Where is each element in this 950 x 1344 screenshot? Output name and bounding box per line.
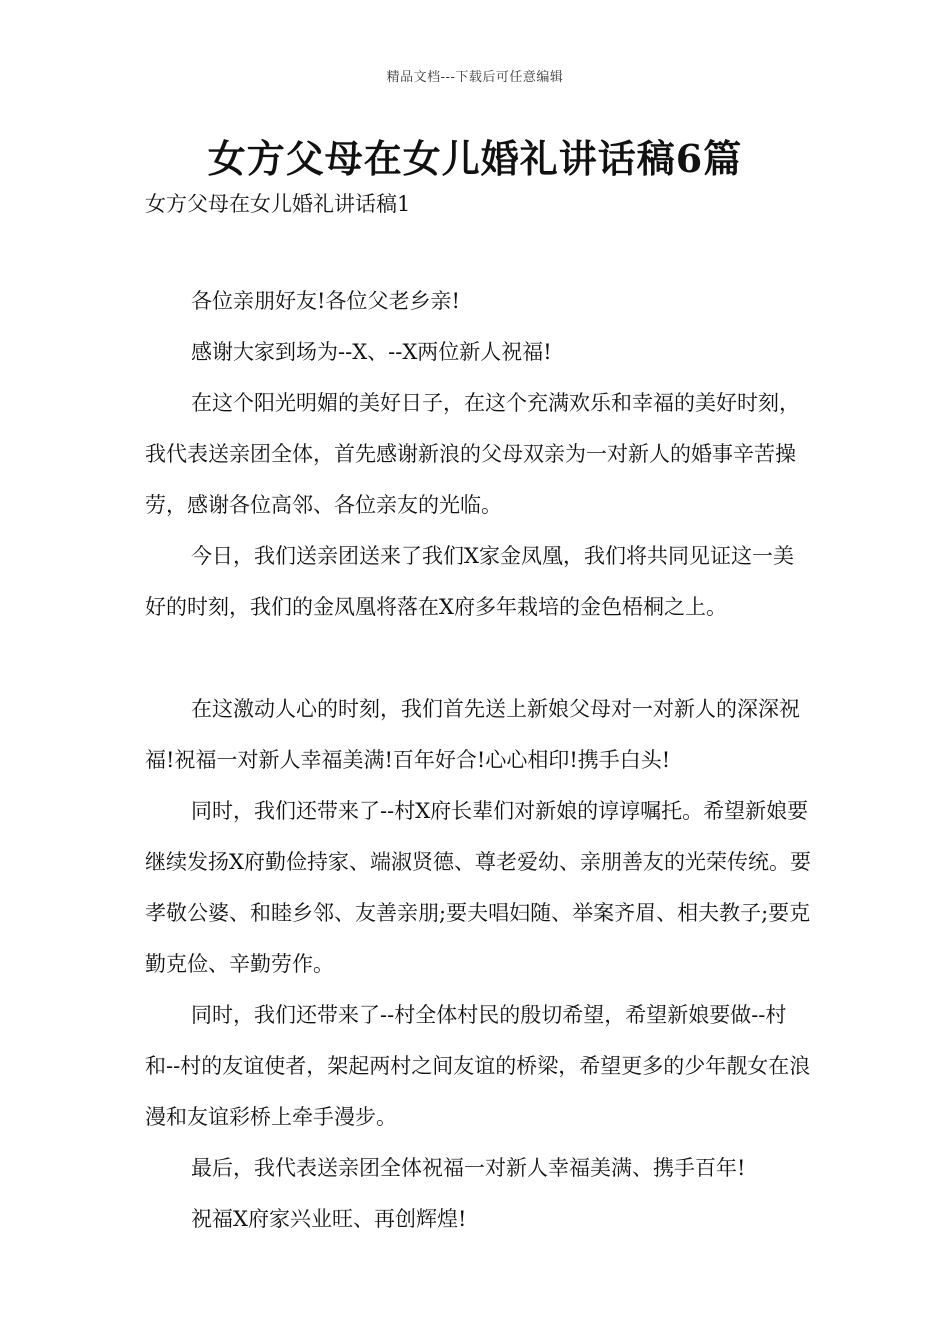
paragraph: 最后，我代表送亲团全体祝福一对新人幸福美满、携手百年! xyxy=(191,1156,746,1180)
document-body xyxy=(145,276,813,1245)
paragraph: 同时，我们还带来了--村全体村民的殷切希望，希望新娘要做--村和--村的友谊使者，架起两村之间友谊的桥梁，希望更多的少年靓女在浪漫和友谊彩桥上牵手漫步。 xyxy=(145,1003,811,1129)
paragraph: 在这激动人心的时刻，我们首先送上新娘父母对一对新人的深深祝福!祝福一对新人幸福美满!百年好合!心心相印!携手白头! xyxy=(145,697,800,772)
header-note: 精品文档---下载后可任意编辑 xyxy=(386,70,564,85)
document-subtitle: 女方父母在女儿婚礼讲话稿1 xyxy=(145,192,411,216)
paragraph: 感谢大家到场为--X、--X两位新人祝福! xyxy=(191,340,552,364)
paragraph: 在这个阳光明媚的美好日子，在这个充满欢乐和幸福的美好时刻，我代表送亲团全体，首先感谢新浪的父母双亲为一对新人的婚事辛苦操劳，感谢各位高邻、各位亲友的光临。 xyxy=(145,391,800,517)
document-title: 女方父母在女儿婚礼讲话稿6篇 xyxy=(207,136,743,181)
paragraph: 今日，我们送亲团送来了我们X家金凤凰，我们将共同见证这一美好的时刻，我们的金凤凰将落在X府多年栽培的金色梧桐之上。 xyxy=(145,544,794,619)
paragraph: 各位亲朋好友!各位父老乡亲! xyxy=(191,289,460,313)
paragraph: 祝福X府家兴业旺、再创辉煌! xyxy=(191,1207,467,1231)
paragraph: 同时，我们还带来了--村X府长辈们对新娘的谆谆嘱托。希望新娘要继续发扬X府勤俭持家、端淑贤德、尊老爱幼、亲朋善友的光荣传统。要孝敬公婆、和睦乡邻、友善亲朋;要夫唱妇随、举案齐眉、相夫教子;要克勤克俭、辛勤劳作。 xyxy=(145,799,811,976)
